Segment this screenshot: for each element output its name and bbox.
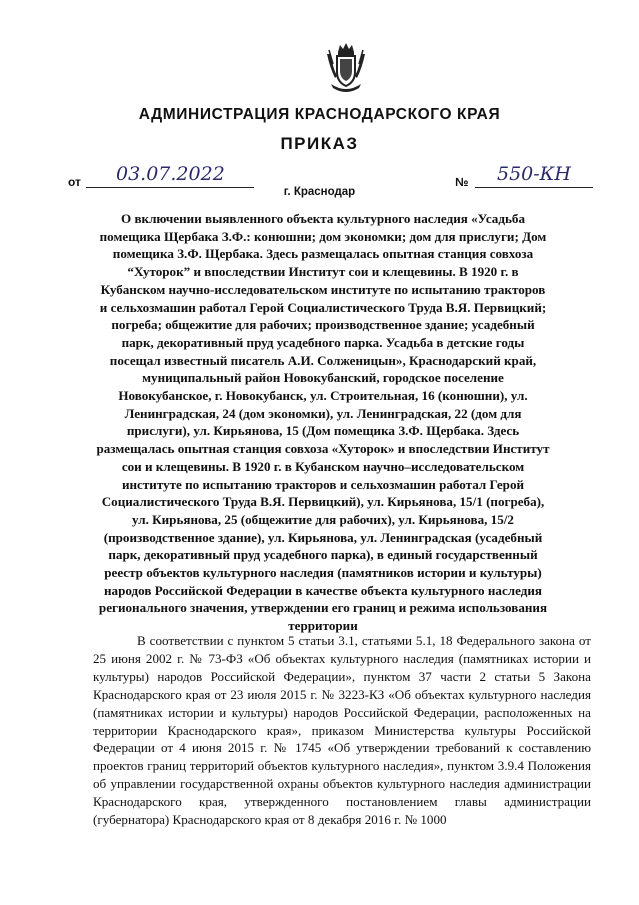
city-name: г. Краснодар	[283, 186, 356, 198]
document-type: ПРИКАЗ	[280, 134, 359, 153]
coat-of-arms-icon	[325, 42, 367, 94]
document-number: 550-КН	[475, 163, 593, 188]
number-label: №	[455, 175, 469, 189]
document-date: 03.07.2022	[86, 163, 254, 188]
organization-name: АДМИНИСТРАЦИЯ КРАСНОДАРСКОГО КРАЯ	[138, 106, 501, 123]
date-label: от	[68, 175, 81, 189]
preamble-paragraph: В соответствии с пунктом 5 статьи 3.1, статьями 5.1, 18 Федерального закона от 25 июня 2002 г. № 73-ФЗ «Об объектах культурного наследия (памятниках истории и культуры) народов Российской Федерации», пунктом 37 части 2 статьи 5 Закона Краснодарского края от 23 июля 2015 г. № 3223-КЗ «Об объектах культурного наследия (памятниках истории и культуры) народов Российской Федерации, расположенных на территории Краснодарского края», приказом Министерства культуры Российской Федерации от 4 июня 2015 г. № 1745 «Об утверждении требований к составлению проектов границ территорий объектов культурного наследия», пунктом 3.9.4 Положения об управлении государственной охраны объектов культурного наследия администрации Краснодарского края, утвержденного постановлением главы администрации (губернатора) Краснодарского края от 8 декабря 2016 г. № 1000	[93, 633, 591, 828]
order-title: О включении выявленного объекта культурного наследия «Усадьба помещика Щербака З.Ф.: конюшни; дом экономки; дом для прислуги; Дом помещика З.Ф. Щербака. Здесь размещалась опытная станция совхоза “Хуторок” и впоследствии Институт сои и клещевины. В 1920 г. в Кубанском научно-исследовательском институте по испытанию тракторов и сельхозмашин работал Герой Социалистического Труда В.Я. Первицкий; погреба; общежитие для рабочих; производственное здание; усадебный парк, декоративный пруд усадебного парка. Усадьба в детские годы посещал известный писатель А.И. Солженицын», Краснодарский край, муниципальный район Новокубанский, городское поселение Новокубанское, г. Новокубанск, ул. Строительная, 16 (конюшни), ул. Ленинградская, 24 (дом экономки), ул. Ленинградская, 22 (дом для прислуги), ул. Кирьянова, 15 (Дом помещика З.Ф. Щербака. Здесь размещалась опытная станция совхоза «Хуторок» и впоследствии Институт сои и клещевины. В 1920 г. в Кубанском научно–исследовательском институте по испытанию тракторов и сельхозмашин работал Герой Социалистического Труда В.Я. Первицкий), ул. Кирьянова, 15/1 (погреба), ул. Кирьянова, 25 (общежитие для рабочих), ул. Кирьянова, 15/2 (производственное здание), ул. Кирьянова, ул. Ленинградская (усадебный парк, декоративный пруд усадебного парка), в единый государственный реестр объектов культурного наследия (памятников истории и культуры) народов Российской Федерации в качестве объекта культурного наследия регионального значения, утверждении его границ и режима использования территории	[96, 211, 550, 634]
